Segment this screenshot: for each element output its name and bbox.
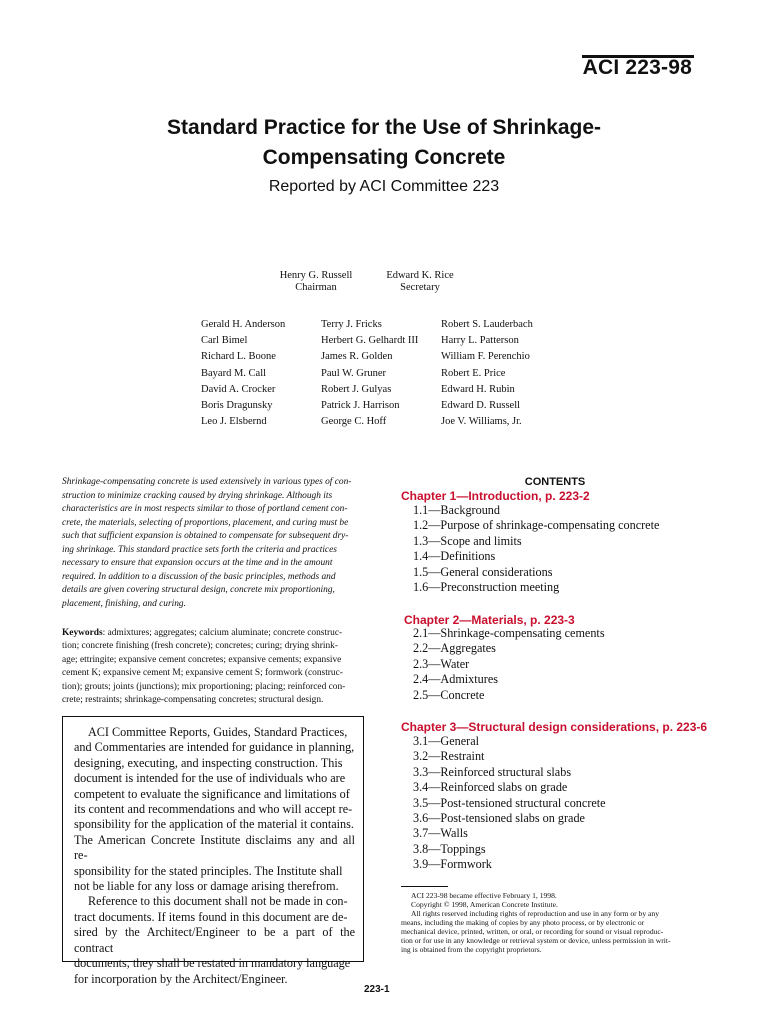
notice-line: for incorporation by the Architect/Engineer.: [74, 971, 288, 986]
toc-item[interactable]: 1.1—Background: [413, 503, 500, 517]
secretary-name: Edward K. Rice: [386, 270, 454, 281]
footnote-rights-line: tion or for use in any knowledge or retrieval system or device, unless permission in writ-: [401, 936, 671, 945]
notice-line: documents, they shall be restated in mandatory language: [74, 956, 351, 971]
toc-item[interactable]: 1.3—Scope and limits: [413, 533, 522, 548]
secretary-role: Secretary: [400, 282, 440, 293]
member-name: James R. Golden: [321, 351, 393, 363]
toc-item[interactable]: 3.4—Reinforced slabs on grade: [413, 780, 568, 795]
footnote-effective-date: ACI 223-98 became effective February 1, 1998.: [411, 891, 557, 900]
notice-line: Reference to this document shall not be made in con-: [88, 894, 348, 909]
footnote-rule: [401, 886, 448, 887]
notice-line: not be liable for any loss or damage arising therefrom.: [74, 879, 339, 894]
toc-item[interactable]: 3.2—Restraint: [413, 749, 485, 764]
notice-line: tract documents. If items found in this document are de-: [74, 909, 348, 924]
title-line-2: Compensating Concrete: [262, 146, 506, 169]
member-name: Richard L. Boone: [201, 351, 276, 363]
member-name: Terry J. Fricks: [321, 319, 382, 330]
abstract-line: ing shrinkage. This standard practice sets forth the criteria and practices: [62, 544, 337, 555]
committee-members-column-3: [441, 317, 533, 430]
keywords-line: cement K; expansive cement M; expansive cement S; formwork (construc-: [62, 668, 343, 679]
toc-item[interactable]: 1.5—General considerations: [413, 564, 553, 579]
member-name: Edward D. Russell: [441, 400, 521, 412]
footnote-rights-line: mechanical device, printed, written, or oral, or recording for sound or visual reproduc-: [401, 927, 664, 936]
notice-line: ACI Committee Reports, Guides, Standard Practices,: [88, 725, 348, 739]
toc-item[interactable]: 3.8—Toppings: [413, 841, 486, 856]
footnote-rights-line: ing is obtained from the copyright proprietors.: [401, 945, 542, 954]
title-line-1: Standard Practice for the Use of Shrinkage-: [166, 116, 602, 139]
member-name: Joe V. Williams, Jr.: [441, 416, 522, 428]
toc-item[interactable]: 1.6—Preconstruction meeting: [413, 580, 560, 595]
member-name: Herbert G. Gelhardt III: [321, 335, 419, 347]
abstract-line: Shrinkage-compensating concrete is used extensively in various types of con-: [62, 477, 352, 487]
disclaimer-notice-box: [62, 716, 364, 986]
member-name: David A. Crocker: [201, 383, 276, 395]
notice-line: designing, executing, and inspecting construction. This: [74, 755, 343, 770]
abstract-line: struction to minimize cracking caused by drying shrinkage. Although its: [62, 490, 333, 501]
toc-chapter-3[interactable]: Chapter 3—Structural design considerations, p. 223-6: [401, 720, 708, 734]
abstract-line: such that sufficient expansion is obtained to compensate for subsequent dry-: [62, 531, 349, 541]
keywords-line: tion; concrete finishing (fresh concrete); concretes; curing; drying shrink-: [62, 641, 338, 652]
toc-chapter-1[interactable]: Chapter 1—Introduction, p. 223-2: [401, 489, 590, 503]
document-title: [80, 113, 688, 173]
keywords-line: tion); grouts; joints (junctions); mix proportioning; placing; reinforced con-: [62, 681, 346, 692]
abstract-line: necessary to ensure that expansion occurs at the time and in the amount: [62, 558, 333, 568]
toc-item[interactable]: 2.2—Aggregates: [413, 641, 496, 656]
member-name: Bayard M. Call: [201, 367, 267, 379]
abstract-line: placement, finishing, and curing.: [62, 598, 186, 609]
member-name: Paul W. Gruner: [321, 367, 387, 379]
footnote-copyright: Copyright © 1998, American Concrete Institute.: [411, 900, 558, 909]
member-name: Patrick J. Harrison: [321, 400, 400, 412]
notice-line: sponsibility for the application of the material it contains.: [74, 817, 354, 832]
member-name: Robert J. Gulyas: [321, 383, 392, 395]
page-number: 223-1: [364, 984, 390, 995]
toc-item[interactable]: 2.4—Admixtures: [413, 672, 498, 687]
member-name: Leo J. Elsbernd: [201, 416, 267, 428]
member-name: George C. Hoff: [321, 416, 387, 428]
abstract: [62, 476, 372, 611]
member-name: William F. Perenchio: [441, 351, 530, 363]
abstract-line: details are given covering structural design, concrete mix proportioning,: [62, 585, 335, 595]
keywords-line: [62, 627, 372, 640]
keywords-line: age; ettringite; expansive cement concretes; expansive cements; expansive: [62, 654, 342, 665]
keywords-text: : admixtures; aggregates; calcium aluminate; concrete construc-: [102, 628, 343, 638]
toc-item[interactable]: 2.5—Concrete: [413, 687, 485, 702]
toc-chapter-2-items: [413, 626, 605, 703]
reported-by: Reported by ACI Committee 223: [268, 178, 500, 195]
toc-chapter-2[interactable]: Chapter 2—Materials, p. 223-3: [404, 613, 575, 627]
contents-heading: CONTENTS: [524, 476, 586, 488]
toc-item[interactable]: 1.4—Definitions: [413, 549, 496, 564]
toc-item[interactable]: 2.1—Shrinkage-compensating cements: [413, 626, 605, 640]
toc-item[interactable]: 3.7—Walls: [413, 826, 468, 841]
footnote-rights-line: means, including the making of copies by any photo process, or by electronic or: [401, 918, 645, 927]
notice-line: sired by the Architect/Engineer to be a part of the contract: [74, 925, 355, 955]
notice-line: and Commentaries are intended for guidance in planning,: [74, 740, 355, 755]
toc-item[interactable]: 3.3—Reinforced structural slabs: [413, 764, 572, 779]
notice-line: sponsibility for the stated principles. The Institute shall: [74, 863, 343, 878]
document-number: ACI 223-98: [582, 56, 692, 79]
notice-line: competent to evaluate the significance and limitations of: [74, 786, 350, 801]
toc-item[interactable]: 3.6—Post-tensioned slabs on grade: [413, 811, 585, 826]
footnote: [401, 891, 713, 954]
keywords-line: crete; restraints; shrinkage-compensating concretes; structural design.: [62, 695, 324, 706]
notice-line: document is intended for the use of individuals who are: [74, 771, 346, 786]
toc-item[interactable]: 1.2—Purpose of shrinkage-compensating concrete: [413, 518, 660, 533]
toc-item[interactable]: 3.1—General: [413, 734, 479, 748]
toc-chapter-3-items: [413, 734, 606, 873]
notice-line: its content and recommendations and who will accept re-: [74, 802, 353, 817]
abstract-line: required. In addition to a discussion of the basic principles, methods and: [62, 571, 336, 582]
member-name: Gerald H. Anderson: [201, 319, 286, 330]
member-name: Boris Dragunsky: [201, 400, 273, 412]
chairman-block: [256, 270, 376, 294]
committee-members-column-2: [321, 317, 418, 430]
chairman-role: Chairman: [295, 282, 337, 293]
toc-chapter-1-items: [413, 503, 659, 595]
secretary-block: [360, 270, 480, 294]
abstract-line: crete, the materials, selecting of proportions, placement, and curing must be: [62, 517, 349, 528]
member-name: Robert E. Price: [441, 367, 506, 379]
footnote-rights-line: All rights reserved including rights of reproduction and use in any form or by any: [411, 909, 660, 918]
committee-members-column-1: [201, 317, 285, 430]
abstract-line: characteristics are in most respects similar to those of portland cement con-: [62, 504, 348, 514]
keywords: [62, 627, 372, 707]
keywords-label: Keywords: [62, 628, 103, 638]
notice-paragraph-1: [74, 725, 355, 740]
toc-item[interactable]: 3.5—Post-tensioned structural concrete: [413, 795, 606, 810]
notice-paragraph-2: [74, 894, 355, 909]
toc-item[interactable]: 2.3—Water: [413, 656, 470, 671]
notice-line: The American Concrete Institute disclaims any and all re-: [74, 832, 355, 863]
toc-item[interactable]: 3.9—Formwork: [413, 857, 492, 872]
member-name: Carl Bimel: [201, 335, 248, 347]
chairman-name: Henry G. Russell: [279, 270, 353, 281]
member-name: Robert S. Lauderbach: [441, 319, 533, 330]
member-name: Edward H. Rubin: [441, 383, 515, 395]
member-name: Harry L. Patterson: [441, 335, 519, 347]
